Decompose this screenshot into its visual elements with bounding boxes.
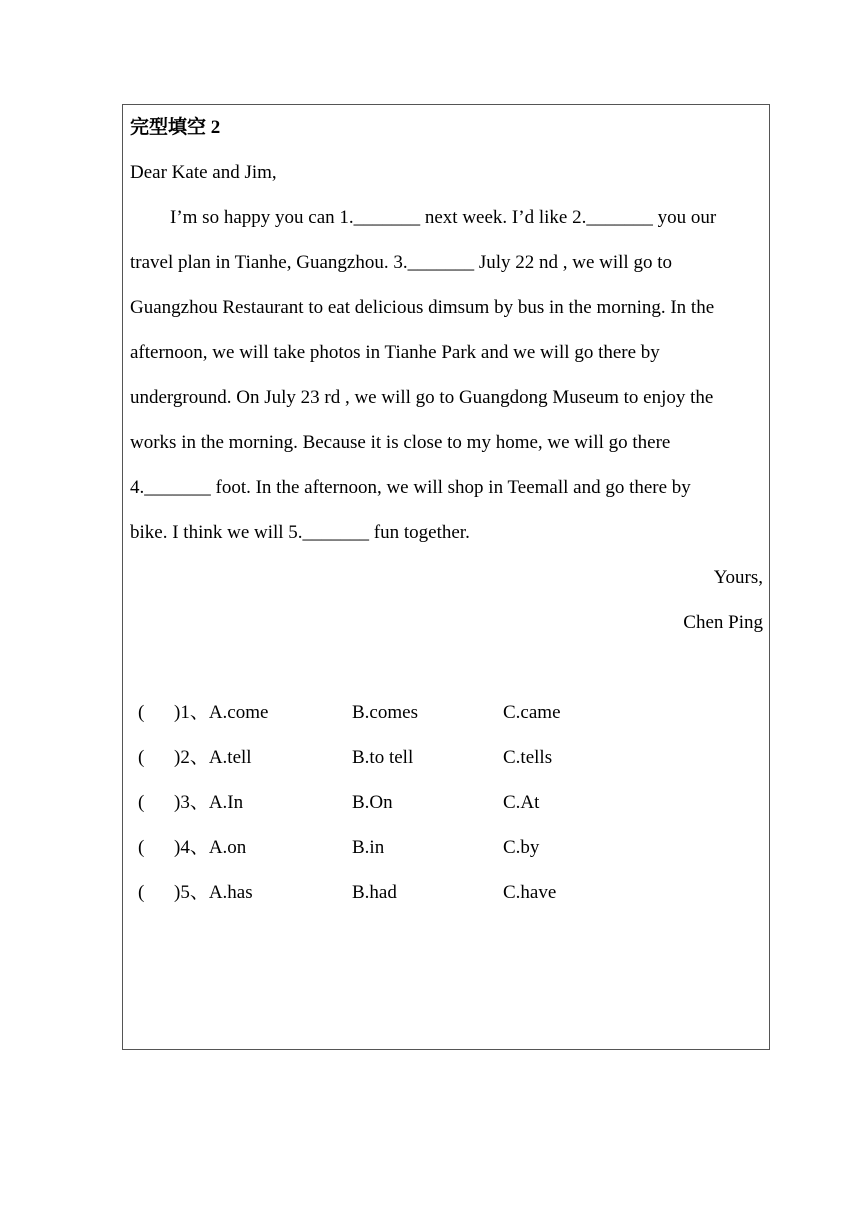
question-row (130, 791, 764, 815)
letter-line-6: works in the morning. Because it is close to my home, we will go there (130, 432, 671, 453)
option-a: )2、A.tell (174, 747, 252, 768)
option-c: C.came (503, 702, 561, 723)
option-a: )5、A.has (174, 882, 253, 903)
option-b: B.comes (352, 702, 418, 723)
option-c: C.tells (503, 747, 553, 768)
question-row (130, 701, 764, 725)
option-b: B.had (352, 882, 397, 903)
option-a: )4、A.on (174, 837, 247, 858)
answer-blank: ( (138, 702, 145, 723)
option-c: C.have (503, 882, 557, 903)
question-row (130, 836, 764, 860)
option-b: B.On (352, 792, 393, 813)
answer-blank: ( (138, 747, 145, 768)
exercise-box (122, 104, 770, 1050)
letter-line-5: underground. On July 23 rd , we will go to Guangdong Museum to enjoy the (130, 387, 714, 408)
letter-salutation: Dear Kate and Jim, (130, 162, 277, 183)
exercise-title: 完型填空 2 (130, 117, 221, 138)
letter-line-3: Guangzhou Restaurant to eat delicious dimsum by bus in the morning. In the (130, 297, 715, 318)
option-a: )3、A.In (174, 792, 244, 813)
letter-line-4: afternoon, we will take photos in Tianhe Park and we will go there by (130, 342, 660, 363)
letter-signature: Chen Ping (683, 612, 763, 633)
answer-blank: ( (138, 837, 145, 858)
option-c: C.At (503, 792, 540, 813)
question-row (130, 746, 764, 770)
letter-line-7: 4._______ foot. In the afternoon, we will shop in Teemall and go there by (130, 477, 691, 498)
letter-line-8: bike. I think we will 5._______ fun together. (130, 522, 470, 543)
option-a: )1、A.come (174, 702, 269, 723)
question-row (130, 881, 764, 905)
letter-line-1: I’m so happy you can 1._______ next week. I’d like 2._______ you our (170, 207, 717, 228)
letter-line-2: travel plan in Tianhe, Guangzhou. 3._______ July 22 nd , we will go to (130, 252, 672, 273)
option-c: C.by (503, 837, 540, 858)
letter-closing: Yours, (713, 567, 763, 588)
option-b: B.in (352, 837, 385, 858)
option-b: B.to tell (352, 747, 414, 768)
answer-blank: ( (138, 792, 145, 813)
answer-blank: ( (138, 882, 145, 903)
